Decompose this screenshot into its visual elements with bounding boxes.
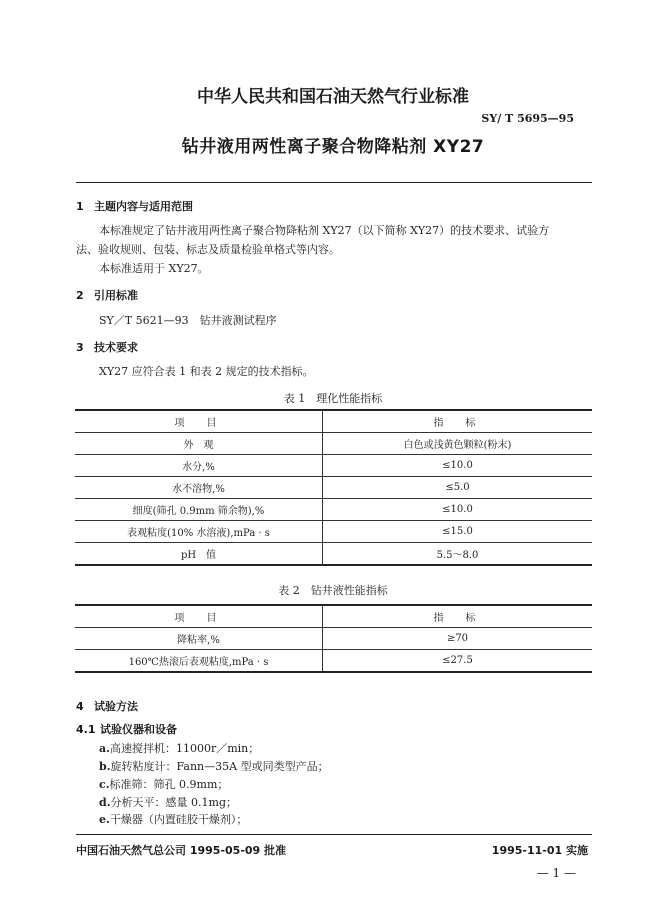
section-1-heading: 1 主题内容与适用范围 xyxy=(76,200,193,213)
table-row xyxy=(75,433,592,455)
table-row xyxy=(75,628,592,650)
table-header-value: 指 标 xyxy=(323,410,593,433)
table-row xyxy=(75,499,592,521)
section-4-1-heading: 4.1 试验仪器和设备 xyxy=(76,723,177,736)
table-cell-value: ≤10.0 xyxy=(323,499,593,521)
table-row xyxy=(75,455,592,477)
table-cell-value: ≤5.0 xyxy=(323,477,593,499)
table-cell-item: 水不溶物,% xyxy=(75,477,323,499)
section-1-paragraph-line-1: 本标准规定了钻井液用两性离子聚合物降粘剂 XY27（以下简称 XY27）的技术要求、试验方 xyxy=(99,224,550,237)
section-3-heading: 3 技术要求 xyxy=(76,341,138,354)
standard-number: SY/ T 5695—95 xyxy=(481,112,574,125)
equipment-item-c: c.标准筛：筛孔 0.9mm； xyxy=(99,778,229,791)
table-header-item: 项 目 xyxy=(75,410,323,433)
table-1 xyxy=(75,409,592,566)
section-4-heading: 4 试验方法 xyxy=(76,700,138,713)
section-3-text: XY27 应符合表 1 和表 2 规定的技术指标。 xyxy=(99,365,314,378)
table-cell-item: 外 观 xyxy=(75,433,323,455)
equipment-item-a: a.高速搅拌机：11000r／min； xyxy=(99,742,260,755)
table-header-row xyxy=(75,410,592,433)
table-header-item: 项 目 xyxy=(75,605,323,628)
section-1-scope: 本标准适用于 XY27。 xyxy=(99,262,209,275)
table-header-row xyxy=(75,605,592,628)
table-cell-value: ≤10.0 xyxy=(323,455,593,477)
page-number: — 1 — xyxy=(536,866,576,880)
equipment-item-d: d.分析天平：感量 0.1mg； xyxy=(99,796,237,809)
table-2 xyxy=(75,604,592,673)
document-title: 钻井液用两性离子聚合物降粘剂 XY27 xyxy=(181,137,485,157)
table-cell-value: 白色或浅黄色颗粒(粉末) xyxy=(323,433,593,455)
table-header-value: 指 标 xyxy=(323,605,593,628)
table-row xyxy=(75,521,592,543)
section-1-paragraph-line-2: 法、验收规则、包装、标志及质量检验单格式等内容。 xyxy=(76,243,340,256)
table-cell-value: ≤15.0 xyxy=(323,521,593,543)
table-cell-value: ≥70 xyxy=(323,628,593,650)
implementation-date: 1995-11-01 实施 xyxy=(491,844,588,857)
title-divider xyxy=(76,182,592,183)
table-cell-item: 降粘率,% xyxy=(75,628,323,650)
table-row xyxy=(75,477,592,499)
table-cell-item: 表观粘度(10% 水溶液),mPa · s xyxy=(75,521,323,543)
table-cell-item: pH 值 xyxy=(75,543,323,566)
table-cell-value: ≤27.5 xyxy=(323,650,593,673)
table-2-caption: 表 2 钻井液性能指标 xyxy=(278,584,388,597)
table-1-caption: 表 1 理化性能指标 xyxy=(283,392,383,405)
approval-date: 中国石油天然气总公司 1995-05-09 批准 xyxy=(76,844,287,857)
equipment-item-e: e.干燥器（内置硅胶干燥剂）； xyxy=(99,813,248,826)
section-2-heading: 2 引用标准 xyxy=(76,289,138,302)
table-row xyxy=(75,650,592,673)
footer-divider xyxy=(76,834,592,835)
table-row xyxy=(75,543,592,566)
table-cell-item: 160℃热滚后表观粘度,mPa · s xyxy=(75,650,323,673)
equipment-item-b: b.旋转粘度计：Fann—35A 型或同类型产品； xyxy=(99,760,329,773)
issuing-organization: 中华人民共和国石油天然气行业标准 xyxy=(197,87,469,107)
referenced-standard: SY／T 5621—93 钻井液测试程序 xyxy=(99,314,277,327)
table-cell-value: 5.5～8.0 xyxy=(323,543,593,566)
table-cell-item: 水分,% xyxy=(75,455,323,477)
table-cell-item: 细度(筛孔 0.9mm 筛余物),% xyxy=(75,499,323,521)
